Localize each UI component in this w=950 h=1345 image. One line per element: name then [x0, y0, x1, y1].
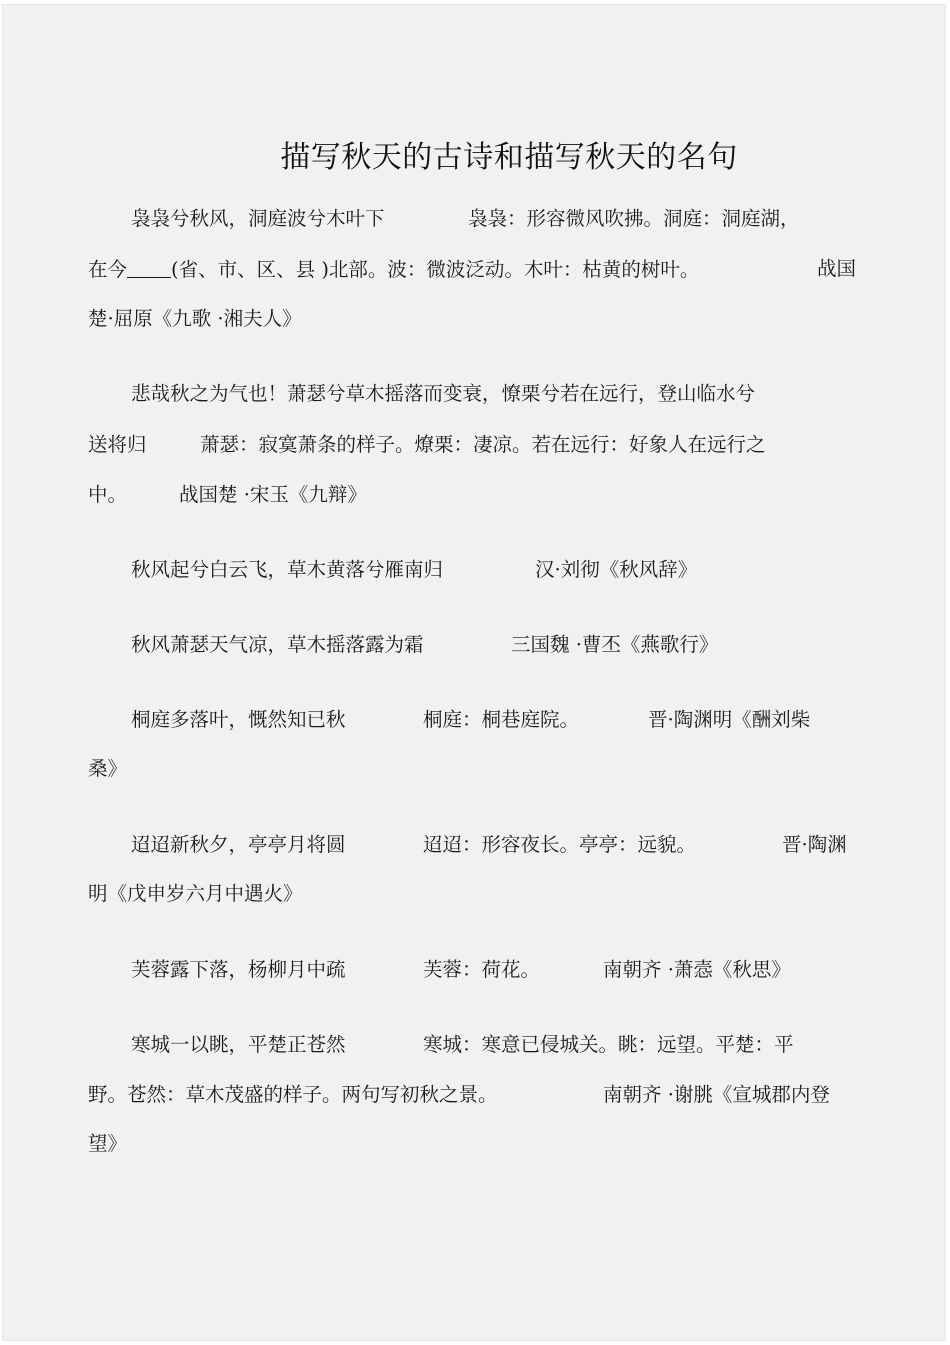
- annotation-text: 萧瑟：寂寞萧条的样子。燎栗：凄凉。若在远行：好象人在远行之: [200, 433, 766, 456]
- entry-line: [88, 884, 303, 904]
- source-attribution: 汉·刘彻《秋风辞》: [535, 558, 698, 581]
- source-attribution: 望》: [88, 1132, 128, 1155]
- entry-line: [88, 1134, 127, 1154]
- annotation-text: 迢迢：形容夜长。亭亭：远貌。: [423, 833, 697, 856]
- annotation-text: 中。: [88, 483, 128, 506]
- source-attribution: 桑》: [88, 757, 128, 780]
- source-attribution: 南朝齐 ·谢朓《宣城郡内登: [603, 1083, 830, 1106]
- entry-line: [423, 835, 696, 855]
- poem-verse: 秋风起兮白云飞，草木黄落兮雁南归: [131, 558, 444, 581]
- entry-line: [88, 759, 127, 779]
- source-attribution: 三国魏 ·曹丕《燕歌行》: [511, 633, 719, 656]
- entry-line: [423, 960, 540, 980]
- source-attribution: 南朝齐 ·萧悫《秋思》: [603, 958, 791, 981]
- source-attribution: 战国: [817, 257, 857, 280]
- poem-verse: 桐庭多落叶，慨然知已秋: [131, 708, 346, 731]
- poem-verse: 悲哉秋之为气也！萧瑟兮草木摇落而变衰，憭栗兮若在远行，登山临水兮: [131, 382, 756, 405]
- entry-line: [88, 1085, 498, 1105]
- annotation-text: 野。苍然：草木茂盛的样子。两句写初秋之景。: [88, 1083, 498, 1106]
- poem-verse: 寒城一以眺，平楚正苍然: [131, 1033, 346, 1056]
- entry-line: [817, 259, 856, 279]
- entry-line: [423, 710, 579, 730]
- entry-line: [603, 960, 791, 980]
- entry-line: [535, 560, 697, 580]
- entry-line: [131, 635, 424, 655]
- annotation-text: 芙蓉：荷花。: [423, 958, 541, 981]
- annotation-text: 在今: [88, 258, 128, 281]
- fill-in-blank: [127, 259, 171, 278]
- document-page: [2, 4, 946, 1341]
- entry-line: [88, 435, 147, 455]
- source-attribution: 明《戊申岁六月中遇火》: [88, 882, 303, 905]
- entry-line: [88, 485, 127, 505]
- entry-line: [88, 259, 699, 280]
- entry-line: [131, 560, 443, 580]
- entry-line: [648, 710, 810, 730]
- poem-verse: 秋风萧瑟天气凉，草木摇落露为霜: [131, 633, 424, 656]
- annotation-text: (省、市、区、县 )北部。波：微波泛动。木叶：枯黄的树叶。: [171, 258, 700, 281]
- entry-line: [131, 835, 346, 855]
- source-attribution: 晋·陶渊明《酬刘柴: [648, 708, 811, 731]
- entry-line: [179, 485, 367, 505]
- poem-verse: 送将归: [88, 433, 147, 456]
- entry-line: [603, 1085, 830, 1105]
- entry-line: [468, 209, 800, 229]
- entry-line: [782, 835, 847, 855]
- annotation-text: 桐庭：桐巷庭院。: [423, 708, 580, 731]
- entry-line: [131, 1035, 346, 1055]
- entry-line: [88, 309, 302, 329]
- document-title: 描写秋天的古诗和描写秋天的名句: [280, 140, 738, 175]
- poem-verse: 袅袅兮秋风，洞庭波兮木叶下: [131, 207, 385, 230]
- entry-line: [423, 1035, 794, 1055]
- source-attribution: 战国楚 ·宋玉《九辩》: [179, 483, 367, 506]
- annotation-text: 袅袅：形容微风吹拂。洞庭：洞庭湖，: [468, 207, 800, 230]
- poem-verse: 迢迢新秋夕，亭亭月将圆: [131, 833, 346, 856]
- entry-line: [200, 435, 766, 455]
- source-attribution: 楚·屈原《九歌 ·湘夫人》: [88, 307, 302, 330]
- source-attribution: 晋·陶渊: [782, 833, 847, 856]
- entry-line: [131, 960, 346, 980]
- entry-line: [511, 635, 718, 655]
- poem-verse: 芙蓉露下落，杨柳月中疏: [131, 958, 346, 981]
- entry-line: [131, 384, 755, 404]
- annotation-text: 寒城：寒意已侵城关。眺：远望。平楚：平: [423, 1033, 794, 1056]
- entry-line: [131, 209, 385, 229]
- entry-line: [131, 710, 346, 730]
